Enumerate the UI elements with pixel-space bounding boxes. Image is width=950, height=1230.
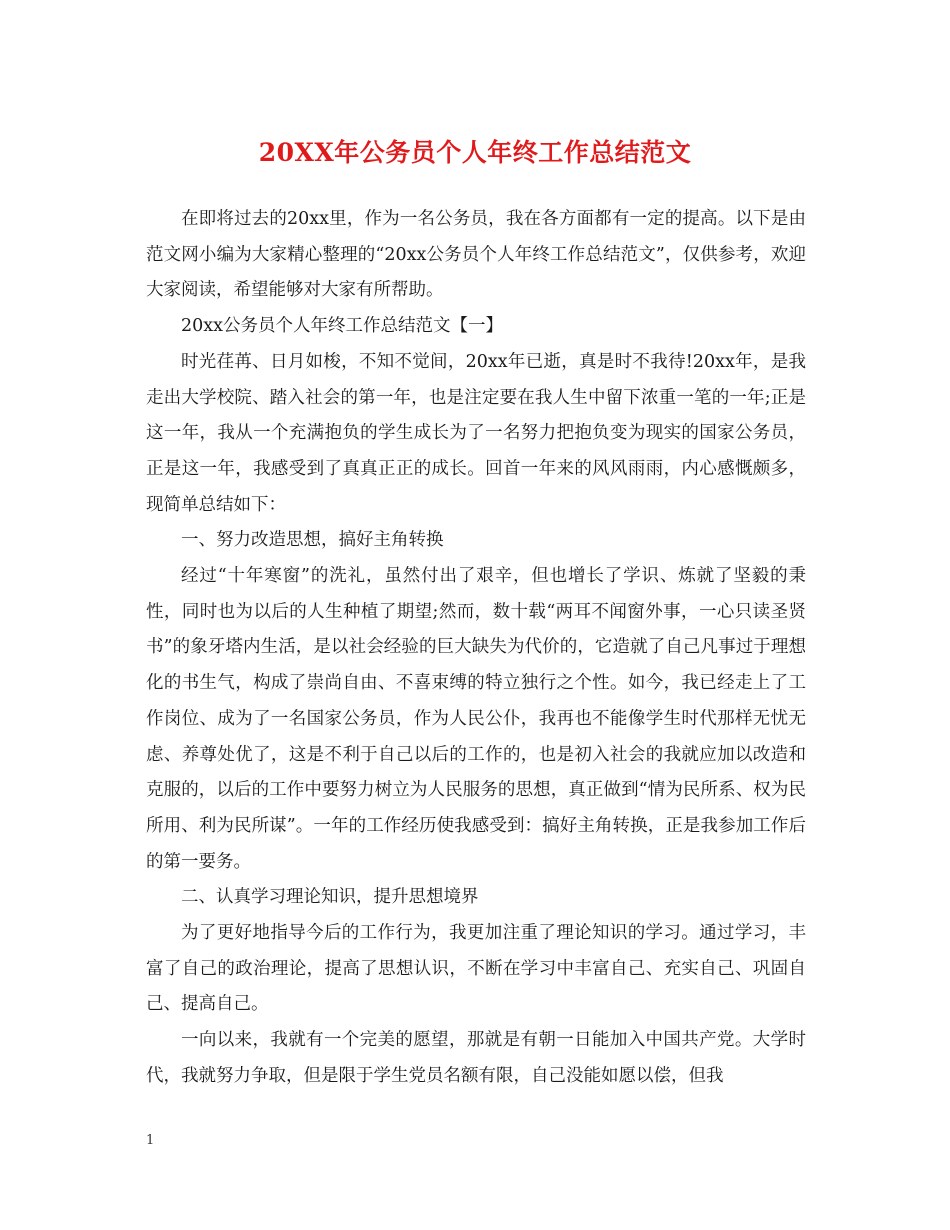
section-heading-1: 一、努力改造思想，搞好主角转换 <box>181 530 444 551</box>
page-number: 1 <box>146 1133 155 1148</box>
page-title: 20XX年公务员个人年终工作总结范文 <box>258 138 692 167</box>
paragraph-year-review: 时光荏苒、日月如梭，不知不觉间，20xx年已逝，真是时不我待!20xx年，是我走出大学校院、踏入社会的第一年，也是注定要在我人生中留下浓重一笔的一年;正是这一年，我从一个充满抱负的学生成长为了一名努力把抱负变为现实的国家公务员，正是这一年，我感受到了真真正正的成长。回首一年来的风风雨雨，内心感慨颇多，现简单总结如下： <box>146 351 806 515</box>
paragraph-intro: 在即将过去的20xx里，作为一名公务员，我在各方面都有一定的提高。以下是由范文网小编为大家精心整理的“20xx公务员个人年终工作总结范文”，仅供参考，欢迎大家阅读，希望能够对大家有所帮助。 <box>146 209 806 301</box>
document-body <box>146 202 806 1095</box>
section-heading-part-one: 20xx公务员个人年终工作总结范文【一】 <box>181 316 504 337</box>
paragraph-role-change: 经过“十年寒窗”的洗礼，虽然付出了艰辛，但也增长了学识、炼就了坚毅的秉性，同时也为以后的人生种植了期望;然而，数十载“两耳不闻窗外事，一心只读圣贤书”的象牙塔内生活，是以社会经验的巨大缺失为代价的，它造就了自己凡事过于理想化的书生气，构成了崇尚自由、不喜束缚的特立独行之个性。如今，我已经走上了工作岗位、成为了一名国家公务员，作为人民公仆，我再也不能像学生时代那样无忧无虑、养尊处优了，这是不利于自己以后的工作的，也是初入社会的我就应加以改造和克服的，以后的工作中要努力树立为人民服务的思想，真正做到“情为民所系、权为民所用、利为民所谋”。一年的工作经历使我感受到：搞好主角转换，正是我参加工作后的第一要务。 <box>146 566 806 872</box>
paragraph-theory-study: 为了更好地指导今后的工作行为，我更加注重了理论知识的学习。通过学习，丰富了自己的政治理论，提高了思想认识，不断在学习中丰富自己、充实自己、巩固自己、提高自己。 <box>146 923 806 1015</box>
paragraph-party-wish: 一向以来，我就有一个完美的愿望，那就是有朝一日能加入中国共产党。大学时代，我就努力争取，但是限于学生党员名额有限，自己没能如愿以偿，但我 <box>146 1030 806 1086</box>
section-heading-2: 二、认真学习理论知识，提升思想境界 <box>181 887 479 908</box>
